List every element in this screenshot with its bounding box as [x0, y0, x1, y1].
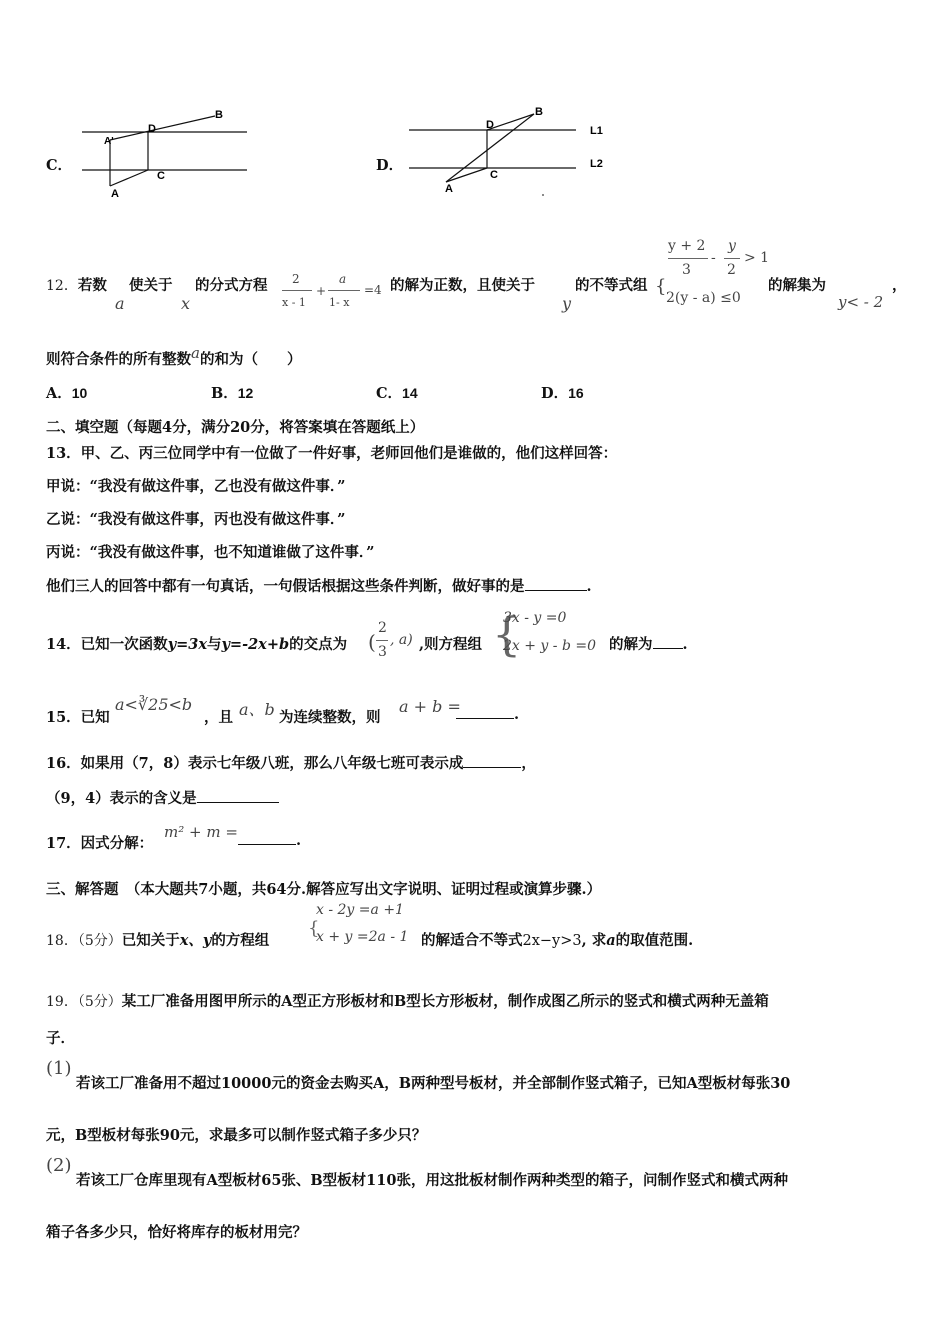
q15-text3: 为连续整数，则 [279, 709, 381, 726]
q19-p1-line2: 元，B型板材每张90元，求最多可以制作竖式箱子多少只？ [46, 1127, 427, 1144]
q12-line1 [46, 274, 107, 295]
segment-a-c [110, 170, 148, 186]
q12-t2: 使关于 [129, 277, 173, 294]
q17-tail [238, 832, 301, 849]
section3-heading: 三、解答题 （本大题共7小题，共64分.解答应写出文字说明、证明过程或演算步骤.） [46, 881, 602, 898]
q12-ineq-den1: 3 [682, 262, 691, 278]
q19-p2-label: (2) [46, 1155, 72, 1176]
label-b: B [535, 106, 543, 118]
q18-a: a [606, 932, 616, 949]
q17-end: . [296, 832, 302, 849]
figure-option-d [404, 100, 616, 200]
q19-p2-line2: 箱子各多少只，恰好将库存的板材用完？ [46, 1224, 307, 1241]
q14-fracbar [376, 640, 388, 641]
q19-p1-line1: 若该工厂准备用不超过10000元的资金去购买A，B两种型号板材，并全部制作竖式箱子，已知A型板材每张30 [76, 1075, 791, 1092]
q12-var-y: y [562, 294, 572, 313]
q12-eq-num1: 2 [292, 272, 300, 286]
q16-line1-text: 16．如果用（7，8）表示七年级八班，那么八年级七班可表示成 [46, 755, 464, 772]
q18-sys1: x - 2y =a +1 [316, 902, 404, 918]
q12-ineq-fracbar1 [668, 258, 708, 259]
q12-ineq-fracbar2 [724, 258, 740, 259]
q14-text2: 与 [207, 636, 222, 653]
q16-line2-text: （9，4）表示的含义是 [46, 790, 197, 807]
q19-line1 [46, 990, 769, 1011]
q12-solution: y< - 2 [838, 293, 884, 311]
q14-point-rest: , a) [390, 632, 413, 648]
q12-option-a-value: 10 [71, 385, 88, 401]
option-d-label: D． [376, 157, 404, 174]
q12-ineq-num1: y + 2 [668, 238, 706, 254]
q12-t5: 的不等式组 [575, 277, 648, 294]
q13-line3: 乙说：“我没有做这件事，丙也没有做这件事．” [46, 511, 346, 528]
q15-text1: 15．已知 [46, 709, 110, 726]
q12-ineq-num2: y [728, 238, 736, 254]
q16-answer-blank-1[interactable] [463, 755, 521, 768]
stray-dot [542, 194, 544, 196]
q19-line1-text: 某工厂准备用图甲所示的A型正方形板材和B型长方形板材，制作成图乙所示的竖式和横式两种无盖箱 [121, 993, 769, 1010]
label-a: A [445, 183, 453, 195]
q18-t4: , 求 [581, 932, 607, 949]
q19-num: 19．（5分） [46, 994, 122, 1010]
q17-text: 17．因式分解： [46, 835, 154, 852]
q12-option-b[interactable] [211, 382, 253, 403]
q14-answer-blank[interactable] [653, 636, 683, 649]
q12-var-x: x [181, 294, 191, 313]
q18-t5: 的取值范围. [615, 932, 694, 949]
q14-paren-open: ( [368, 630, 376, 654]
q18-t2: 的方程组 [211, 932, 270, 949]
q14-frac-num: 2 [378, 620, 387, 636]
q16-line1-end: ， [521, 755, 536, 772]
q13-line5-end: . [586, 578, 592, 595]
q18-xy: x、y [179, 932, 212, 949]
q14-line [46, 633, 347, 654]
q16-line1 [46, 752, 536, 773]
q14-frac-den: 3 [378, 644, 387, 660]
q15-ineq: a<∛25<b [115, 695, 193, 714]
q12-option-b-value: 12 [237, 385, 254, 401]
q12-number: 12． [46, 278, 78, 294]
label-l2: L2 [590, 158, 603, 170]
q15-ab: a、b [239, 700, 275, 719]
q12-option-c-label: C． [376, 385, 403, 402]
q18-ineq: 2x−y>3 [522, 933, 582, 949]
q13-line5-text: 他们三人的回答中都有一句真话，一句假话根据这些条件判断，做好事的是 [46, 578, 525, 595]
label-c: C [490, 169, 498, 181]
q16-line2 [46, 787, 279, 808]
q18-t3: 的解适合不等式 [421, 932, 523, 949]
q12-option-a[interactable] [46, 382, 87, 403]
label-a-prime: A' [104, 136, 114, 147]
q12-t6: 的解集为 [768, 277, 826, 294]
q12-line2-text-b: 的和为（ ） [199, 351, 302, 368]
q12-eq-plus: + [316, 284, 327, 298]
segment-d-b [487, 114, 534, 130]
segment-a-c [446, 168, 487, 182]
q12-ineq-rhs: > 1 [744, 250, 770, 266]
q12-option-c-value: 14 [402, 385, 418, 401]
q18-tail [421, 929, 693, 950]
q13-line2: 甲说：“我没有做这件事，乙也没有做这件事．” [46, 478, 346, 495]
q15-tail [456, 706, 519, 723]
q19-p2-line1: 若该工厂仓库里现有A型板材65张、B型板材110张，用这批板材制作两种类型的箱子，问制作竖式和横式两种 [76, 1172, 788, 1189]
q12-t1: 若数 [77, 277, 107, 294]
q14-text1: 14．已知一次函数 [46, 636, 168, 653]
q13-answer-blank[interactable] [525, 578, 587, 591]
q14-tail [609, 633, 688, 654]
q18-t1: 已知关于 [121, 932, 180, 949]
q14-eq1: y=3x [167, 636, 207, 653]
q12-t3: 的分式方程 [195, 277, 268, 294]
q18-line [46, 929, 269, 950]
q13-line1: 13．甲、乙、丙三位同学中有一位做了一件好事，老师回他们是谁做的，他们这样回答： [46, 445, 618, 462]
q14-end: . [682, 636, 688, 653]
q12-brace: { [655, 276, 667, 297]
label-d: D [148, 123, 156, 135]
q17-expr: m² + m = [164, 823, 238, 841]
q12-ineq-minus: - [711, 250, 716, 266]
q12-ineq-den2: 2 [727, 262, 736, 278]
q12-option-c[interactable] [376, 382, 418, 403]
segment-aprime-b [110, 116, 215, 140]
q13-line5 [46, 575, 592, 596]
q12-option-d-label: D． [541, 385, 569, 402]
label-c: C [157, 170, 165, 182]
q14-sys2: 2x + y - b =0 [503, 638, 597, 654]
q15-end: . [514, 706, 520, 723]
q12-eq-num2: a [339, 272, 347, 286]
q13-line4: 丙说：“我没有做这件事，也不知道谁做了这件事．” [46, 544, 375, 561]
q16-answer-blank-2[interactable] [197, 790, 279, 803]
q12-eq-rhs: =4 [364, 283, 382, 297]
q14-sys1: 3x - y =0 [503, 610, 567, 626]
figure-option-c [75, 104, 255, 200]
q14-brace: { [492, 607, 522, 661]
q12-eq-den2: 1- x [329, 296, 350, 309]
q12-eq-den1: x - 1 [282, 296, 306, 309]
q15-sum: a + b = [399, 697, 461, 716]
q12-option-d[interactable] [541, 382, 584, 403]
label-l1: L1 [590, 125, 603, 137]
q12-option-b-label: B． [211, 385, 238, 402]
q14-text4: ,则方程组 [419, 636, 483, 653]
q12-eq-fracbar1 [282, 290, 312, 291]
q12-line2-text: 则符合条件的所有整数 [46, 351, 191, 368]
q12-t7: ， [892, 277, 907, 294]
q12-line2 [46, 344, 302, 369]
q18-brace: { [308, 918, 320, 939]
q15-answer-blank[interactable] [456, 706, 514, 719]
q15-text2: ，且 [204, 709, 233, 726]
q14-text3: 的交点为 [289, 636, 348, 653]
q18-num: 18．（5分） [46, 933, 122, 949]
q14-eq2: y=-2x+b [221, 636, 290, 653]
q18-sys2: x + y =2a - 1 [316, 929, 409, 945]
option-c-label: C． [46, 157, 73, 174]
q12-t4: 的解为正数，且使关于 [390, 277, 535, 294]
q19-line2: 子． [46, 1030, 75, 1047]
q12-option-a-label: A． [46, 385, 72, 402]
q12-option-d-value: 16 [568, 385, 584, 401]
q12-ineq2: 2(y - a) ≤0 [666, 290, 741, 306]
section2-heading: 二、填空题（每题4分，满分20分，将答案填在答题纸上） [46, 419, 425, 436]
q19-p1-label: (1) [46, 1058, 72, 1079]
label-a: A [111, 188, 119, 200]
q12-var-a: a [115, 294, 125, 313]
q17-answer-blank[interactable] [238, 832, 296, 845]
label-d: D [486, 119, 494, 131]
q14-text5: 的解为 [609, 636, 653, 653]
label-b: B [215, 109, 223, 121]
q12-eq-fracbar2 [328, 290, 360, 291]
q12-line2-var-a: a [191, 344, 200, 362]
